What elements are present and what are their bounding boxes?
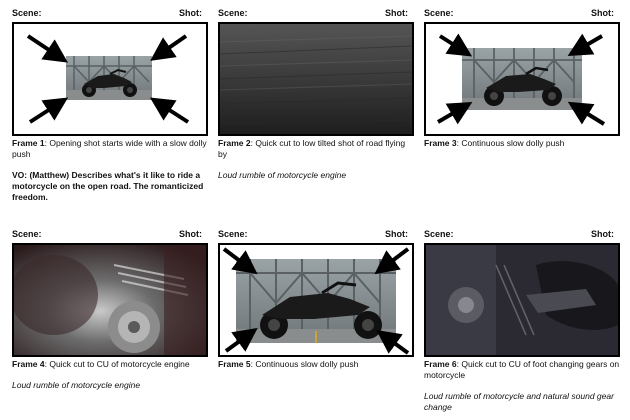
sound-note: Loud rumble of motorcycle and natural sound gear change — [424, 391, 614, 412]
frame-caption-2 — [218, 138, 414, 181]
panel-header — [424, 8, 620, 22]
shot-label: Shot: — [591, 229, 614, 239]
scene-label: Scene: — [218, 229, 248, 239]
frame-caption-1 — [12, 138, 208, 203]
frame-number: Frame 5 — [218, 359, 251, 369]
frame-number: Frame 6 — [424, 359, 457, 369]
frame-number: Frame 3 — [424, 138, 457, 148]
frame-description: : Quick cut to low tilted shot of road flying by — [218, 138, 406, 159]
frame-number: Frame 4 — [12, 359, 45, 369]
panel-header — [218, 229, 414, 243]
scene-label: Scene: — [424, 229, 454, 239]
shot-label: Shot: — [179, 8, 202, 18]
sound-note: Loud rumble of motorcycle engine — [218, 170, 347, 180]
scene-label: Scene: — [12, 8, 42, 18]
shot-label: Shot: — [591, 8, 614, 18]
frame-caption-5 — [218, 359, 414, 370]
voiceover-text: VO: (Matthew) Describes what's it like to ride a motorcycle on the open road. The romanticized freedom. — [12, 170, 204, 202]
frame-image-3 — [424, 22, 620, 136]
sound-note: Loud rumble of motorcycle engine — [12, 380, 141, 390]
frame-image-5 — [218, 243, 414, 357]
frame-caption-6 — [424, 359, 620, 413]
frame-description: : Continuous slow dolly push — [456, 138, 565, 148]
scene-label: Scene: — [424, 8, 454, 18]
frame-number: Frame 2 — [218, 138, 251, 148]
panel-header — [218, 8, 414, 22]
frame-image-1 — [12, 22, 208, 136]
shot-label: Shot: — [385, 229, 408, 239]
frame-image-4 — [12, 243, 208, 357]
frame-description: : Opening shot starts wide with a slow dolly push — [12, 138, 207, 159]
shot-label: Shot: — [385, 8, 408, 18]
frame-description: : Continuous slow dolly push — [250, 359, 359, 369]
scene-label: Scene: — [218, 8, 248, 18]
scene-label: Scene: — [12, 229, 42, 239]
frame-description: : Quick cut to CU of foot changing gears on motorcycle — [424, 359, 620, 380]
frame-image-2 — [218, 22, 414, 136]
shot-label: Shot: — [179, 229, 202, 239]
frame-description: : Quick cut to CU of motorcycle engine — [44, 359, 190, 369]
frame-number: Frame 1 — [12, 138, 45, 148]
frame-image-6 — [424, 243, 620, 357]
panel-header — [12, 229, 208, 243]
frame-caption-3 — [424, 138, 620, 149]
panel-header — [12, 8, 208, 22]
panel-header — [424, 229, 620, 243]
frame-caption-4 — [12, 359, 208, 391]
